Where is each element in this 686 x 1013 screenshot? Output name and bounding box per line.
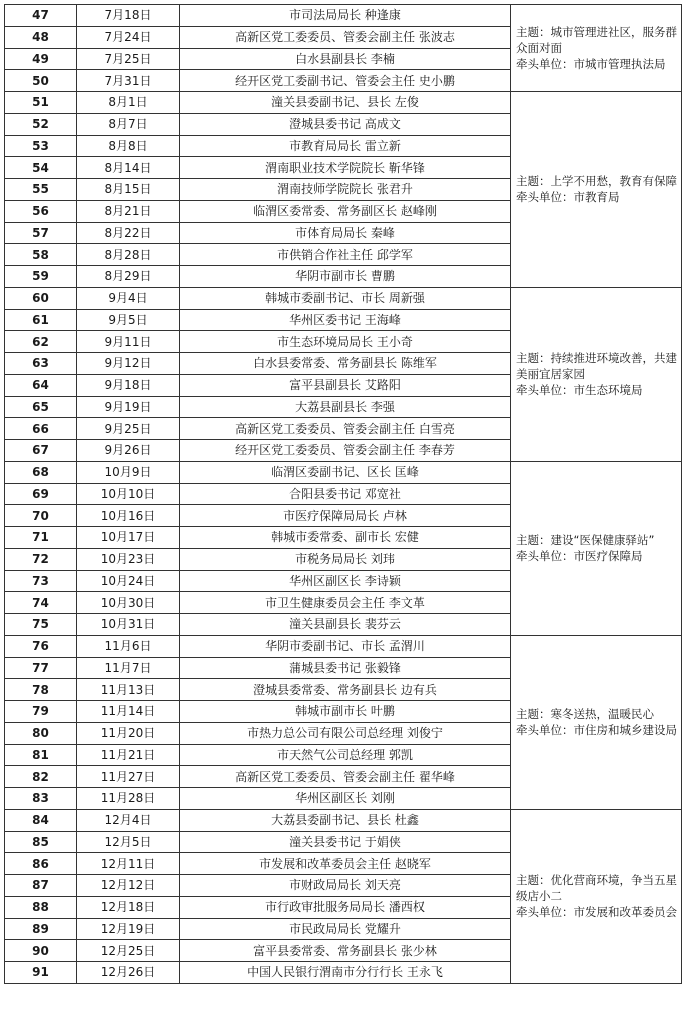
row-date: 12月18日 xyxy=(77,896,180,918)
row-person: 潼关县副县长 裴芬云 xyxy=(180,614,511,636)
row-number: 49 xyxy=(5,48,77,70)
row-person: 市行政审批服务局局长 潘西权 xyxy=(180,896,511,918)
row-date: 11月27日 xyxy=(77,766,180,788)
row-person: 华阴市副市长 曹鹏 xyxy=(180,266,511,288)
row-number: 60 xyxy=(5,287,77,309)
row-person: 经开区党工委副书记、管委会主任 史小鹏 xyxy=(180,70,511,92)
row-date: 10月23日 xyxy=(77,548,180,570)
row-number: 87 xyxy=(5,875,77,897)
row-date: 9月5日 xyxy=(77,309,180,331)
row-date: 12月25日 xyxy=(77,940,180,962)
row-person: 市热力总公司有限公司总经理 刘俊宁 xyxy=(180,722,511,744)
row-number: 78 xyxy=(5,679,77,701)
row-person: 高新区党工委委员、管委会副主任 翟华峰 xyxy=(180,766,511,788)
table-row xyxy=(5,461,682,483)
row-date: 8月21日 xyxy=(77,200,180,222)
row-person: 经开区党工委委员、管委会副主任 李春芳 xyxy=(180,440,511,462)
row-person: 市财政局局长 刘天亮 xyxy=(180,875,511,897)
row-person: 富平县副县长 艾路阳 xyxy=(180,374,511,396)
row-date: 9月12日 xyxy=(77,353,180,375)
group-note xyxy=(511,92,682,288)
group-theme: 主题：上学不用愁，教育有保障 xyxy=(516,174,677,189)
row-person: 市发展和改革委员会主任 赵晓军 xyxy=(180,853,511,875)
row-date: 8月22日 xyxy=(77,222,180,244)
group-theme: 主题：持续推进环境改善，共建美丽宜居家园 xyxy=(516,351,677,382)
row-date: 12月5日 xyxy=(77,831,180,853)
row-person: 市体育局局长 秦峰 xyxy=(180,222,511,244)
row-number: 51 xyxy=(5,92,77,114)
table-row xyxy=(5,5,682,27)
group-note xyxy=(511,635,682,809)
group-theme: 主题：优化营商环境，争当五星级店小二 xyxy=(516,873,677,904)
row-number: 75 xyxy=(5,614,77,636)
row-number: 56 xyxy=(5,200,77,222)
row-date: 8月1日 xyxy=(77,92,180,114)
row-number: 74 xyxy=(5,592,77,614)
group-lead-unit: 牵头单位：市城市管理执法局 xyxy=(516,57,666,71)
row-date: 12月4日 xyxy=(77,809,180,831)
row-date: 12月12日 xyxy=(77,875,180,897)
row-date: 9月26日 xyxy=(77,440,180,462)
row-date: 11月21日 xyxy=(77,744,180,766)
row-date: 11月28日 xyxy=(77,788,180,810)
row-person: 大荔县委副书记、县长 杜鑫 xyxy=(180,809,511,831)
row-person: 潼关县委书记 于娟侠 xyxy=(180,831,511,853)
group-theme: 主题：建设“医保健康驿站” xyxy=(516,533,655,548)
row-person: 华州区副区长 李诗颖 xyxy=(180,570,511,592)
group-lead-unit: 牵头单位：市住房和城乡建设局 xyxy=(516,723,677,738)
row-number: 79 xyxy=(5,701,77,723)
row-number: 77 xyxy=(5,657,77,679)
row-number: 73 xyxy=(5,570,77,592)
row-number: 52 xyxy=(5,113,77,135)
group-note xyxy=(511,287,682,461)
group-note xyxy=(511,461,682,635)
group-theme: 主题：城市管理进社区，服务群众面对面 xyxy=(516,25,677,55)
row-person: 大荔县副县长 李强 xyxy=(180,396,511,418)
row-person: 市医疗保障局局长 卢林 xyxy=(180,505,511,527)
row-person: 潼关县委副书记、县长 左俊 xyxy=(180,92,511,114)
row-date: 8月14日 xyxy=(77,157,180,179)
row-date: 11月7日 xyxy=(77,657,180,679)
row-number: 70 xyxy=(5,505,77,527)
row-number: 61 xyxy=(5,309,77,331)
row-number: 88 xyxy=(5,896,77,918)
row-number: 57 xyxy=(5,222,77,244)
row-number: 64 xyxy=(5,374,77,396)
table-row xyxy=(5,809,682,831)
row-date: 12月11日 xyxy=(77,853,180,875)
row-person: 华阴市委副书记、市长 孟渭川 xyxy=(180,635,511,657)
row-number: 69 xyxy=(5,483,77,505)
group-note xyxy=(511,5,682,92)
table-row xyxy=(5,287,682,309)
row-person: 市供销合作社主任 邱学军 xyxy=(180,244,511,266)
row-number: 91 xyxy=(5,962,77,984)
row-person: 白水县副县长 李楠 xyxy=(180,48,511,70)
row-date: 11月20日 xyxy=(77,722,180,744)
row-number: 89 xyxy=(5,918,77,940)
row-person: 澄城县委书记 高成文 xyxy=(180,113,511,135)
row-number: 68 xyxy=(5,461,77,483)
row-person: 白水县委常委、常务副县长 陈维军 xyxy=(180,353,511,375)
row-person: 市生态环境局局长 王小奇 xyxy=(180,331,511,353)
row-person: 市教育局局长 雷立新 xyxy=(180,135,511,157)
schedule-table-body xyxy=(5,5,682,984)
row-number: 63 xyxy=(5,353,77,375)
row-date: 11月13日 xyxy=(77,679,180,701)
row-date: 10月16日 xyxy=(77,505,180,527)
row-person: 高新区党工委委员、管委会副主任 白雪亮 xyxy=(180,418,511,440)
row-date: 8月7日 xyxy=(77,113,180,135)
row-person: 合阳县委书记 邓宽社 xyxy=(180,483,511,505)
row-date: 9月18日 xyxy=(77,374,180,396)
row-date: 11月14日 xyxy=(77,701,180,723)
row-number: 72 xyxy=(5,548,77,570)
row-person: 高新区党工委委员、管委会副主任 张波志 xyxy=(180,26,511,48)
row-number: 85 xyxy=(5,831,77,853)
row-number: 48 xyxy=(5,26,77,48)
row-date: 9月19日 xyxy=(77,396,180,418)
row-date: 12月19日 xyxy=(77,918,180,940)
row-number: 47 xyxy=(5,5,77,27)
row-date: 7月25日 xyxy=(77,48,180,70)
row-person: 市民政局局长 党耀升 xyxy=(180,918,511,940)
row-person: 澄城县委常委、常务副县长 边有兵 xyxy=(180,679,511,701)
row-number: 90 xyxy=(5,940,77,962)
row-date: 8月29日 xyxy=(77,266,180,288)
row-date: 10月24日 xyxy=(77,570,180,592)
group-lead-unit: 牵头单位：市教育局 xyxy=(516,190,620,205)
row-person: 市天然气公司总经理 郭凯 xyxy=(180,744,511,766)
row-person: 临渭区委常委、常务副区长 赵峰刚 xyxy=(180,200,511,222)
row-date: 9月4日 xyxy=(77,287,180,309)
row-number: 58 xyxy=(5,244,77,266)
row-date: 11月6日 xyxy=(77,635,180,657)
row-date: 10月30日 xyxy=(77,592,180,614)
row-person: 韩城市委常委、副市长 宏健 xyxy=(180,527,511,549)
row-number: 65 xyxy=(5,396,77,418)
group-note xyxy=(511,809,682,983)
row-date: 10月17日 xyxy=(77,527,180,549)
row-person: 市卫生健康委员会主任 李文革 xyxy=(180,592,511,614)
row-person: 临渭区委副书记、区长 匡峰 xyxy=(180,461,511,483)
row-number: 54 xyxy=(5,157,77,179)
schedule-table xyxy=(4,4,682,984)
row-person: 蒲城县委书记 张毅锋 xyxy=(180,657,511,679)
row-number: 50 xyxy=(5,70,77,92)
table-row xyxy=(5,92,682,114)
group-theme: 主题：寒冬送热，温暖民心 xyxy=(516,707,654,722)
row-number: 76 xyxy=(5,635,77,657)
row-number: 81 xyxy=(5,744,77,766)
row-person: 华州区副区长 刘刚 xyxy=(180,788,511,810)
row-number: 71 xyxy=(5,527,77,549)
row-date: 7月31日 xyxy=(77,70,180,92)
row-person: 市税务局局长 刘玮 xyxy=(180,548,511,570)
row-person: 中国人民银行渭南市分行行长 王永飞 xyxy=(180,962,511,984)
row-person: 韩城市委副书记、市长 周新强 xyxy=(180,287,511,309)
row-number: 80 xyxy=(5,722,77,744)
row-number: 53 xyxy=(5,135,77,157)
row-number: 55 xyxy=(5,179,77,201)
row-date: 7月18日 xyxy=(77,5,180,27)
group-lead-unit: 牵头单位：市发展和改革委员会 xyxy=(516,905,677,920)
row-number: 66 xyxy=(5,418,77,440)
row-number: 84 xyxy=(5,809,77,831)
row-date: 8月8日 xyxy=(77,135,180,157)
row-date: 9月25日 xyxy=(77,418,180,440)
row-date: 10月9日 xyxy=(77,461,180,483)
row-person: 渭南职业技术学院院长 靳华锋 xyxy=(180,157,511,179)
row-person: 韩城市副市长 叶鹏 xyxy=(180,701,511,723)
row-number: 86 xyxy=(5,853,77,875)
row-number: 82 xyxy=(5,766,77,788)
row-number: 67 xyxy=(5,440,77,462)
row-date: 12月26日 xyxy=(77,962,180,984)
table-row xyxy=(5,635,682,657)
row-date: 9月11日 xyxy=(77,331,180,353)
row-date: 8月28日 xyxy=(77,244,180,266)
row-person: 华州区委书记 王海峰 xyxy=(180,309,511,331)
row-person: 渭南技师学院院长 张君升 xyxy=(180,179,511,201)
row-number: 83 xyxy=(5,788,77,810)
group-lead-unit: 牵头单位：市生态环境局 xyxy=(516,383,643,398)
group-lead-unit: 牵头单位：市医疗保障局 xyxy=(516,549,643,564)
row-person: 富平县委常委、常务副县长 张少林 xyxy=(180,940,511,962)
row-number: 59 xyxy=(5,266,77,288)
row-date: 10月10日 xyxy=(77,483,180,505)
row-person: 市司法局局长 种逢康 xyxy=(180,5,511,27)
row-date: 10月31日 xyxy=(77,614,180,636)
row-date: 7月24日 xyxy=(77,26,180,48)
row-number: 62 xyxy=(5,331,77,353)
row-date: 8月15日 xyxy=(77,179,180,201)
